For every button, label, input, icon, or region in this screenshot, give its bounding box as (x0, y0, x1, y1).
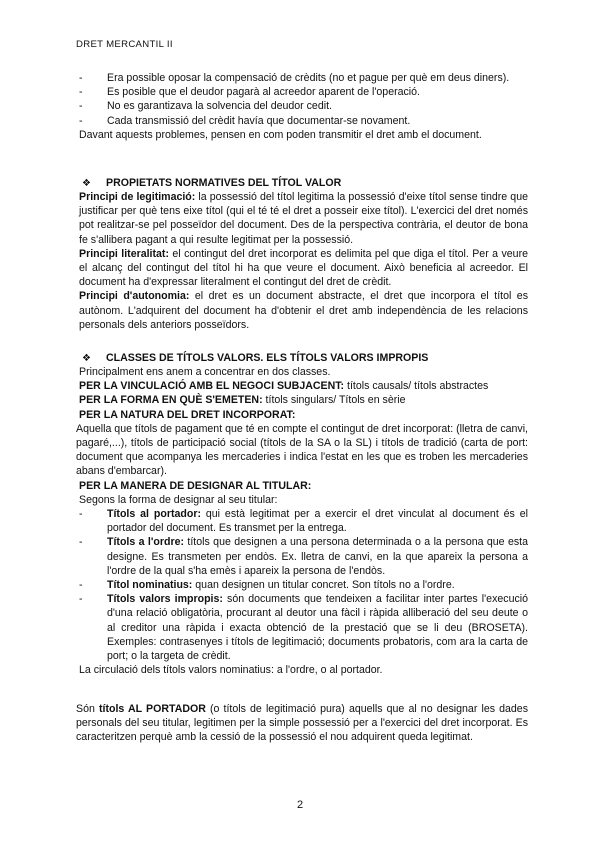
class-natura-text: Aquella que títols de pagament que té en compte el contingut de dret incorporat: (lletra de canvi, pagaré,...), títols de participació social (títols de la SA o la SL) i títols de tradició (carta de port: document que acompanya les mercaderies i indica l'estat en les que es troben les mercaderies abans d'embarcar). (76, 422, 528, 478)
principle-autonomy (76, 289, 528, 332)
principle-text: el dret es un document abstracte, el dret que incorpora el títol es autònom. L'adquirent del document ha d'obtenir el dret amb independència de les relacions personals dels anteriors posseïdors. (79, 290, 528, 331)
diamond-bullet-icon: ❖ (82, 178, 91, 189)
class-label: PER LA MANERA DE DESIGNAR AL TITULAR: (79, 479, 312, 492)
class-label: PER LA VINCULACIÓ AMB EL NEGOCI SUBJACENT: (79, 380, 345, 393)
list-item-label: Títols al portador: (107, 508, 201, 521)
principle-label: Principi de legitimació: (79, 191, 196, 203)
section-properties-body (76, 190, 528, 332)
list-item: - Cada transmissió del crèdit havía que documentar-se novament. (79, 114, 411, 127)
list-item: - Títols al portador: qui està legitimat per a exercir el dret vinculat al document és el portador del document. Es transmet per la entrega. (79, 508, 529, 535)
classes-intro: Principalment ens anem a concentrar en dos classes. (79, 366, 331, 378)
list-item: - Era possible oposar la compensació de crèdits (no et pague per què em deus diners). (79, 72, 510, 84)
list-item-label: Títols valors impropis: (107, 593, 223, 606)
intro-list-block (76, 71, 528, 142)
list-item-text: No es garantizava la solvencia del deudor cedit. (107, 100, 332, 113)
final-paragraph (76, 702, 528, 745)
principle-label: Principi d'autonomia: (79, 290, 190, 303)
class-vinculacio (76, 379, 528, 393)
list-item: - Es posible que el deudor pagarà al acreedor aparent de l'operació. (79, 86, 420, 99)
principle-label: Principi literalitat: (79, 247, 169, 260)
holder-types-list (76, 507, 528, 663)
diamond-bullet-icon: ❖ (82, 353, 91, 364)
list-item-text: Es posible que el deudor pagarà al acreedor aparent de l'operació. (107, 86, 420, 99)
class-label: PER LA FORMA EN QUÈ S'EMETEN: (79, 394, 263, 407)
list-item-text: són documents que tendeixen a facilitar inter partes l'execució d'una relació obligatòria, procurant al deutor una fàcil i ràpida alliberació del seu deute o al creditor una ràpida i exacta obtenció de la prestació que se li deu (BROSETA). Exemples: contrasenyes i títols de legitimació; documents probatoris, com ara la carta de port; o la targeta de crèdit. (107, 593, 528, 663)
class-text: títols singulars/ Títols en sèrie (262, 394, 406, 407)
page-number: 2 (296, 799, 304, 811)
class-manera-intro: Segons la forma de designar al seu titular: (79, 493, 278, 506)
list-item: - Títols valors impropis: són documents que tendeixen a facilitar inter partes l'execució d'una relació obligatòria, procurant al deutor una fàcil i ràpida alliberació del seu deute o al creditor una ràpida i exacta obtenció de la prestació que se li deu (BROSETA). Exemples: contrasenyes i títols de legitimació; documents probatoris, com ara la carta de port; o la targeta de crèdit. (79, 593, 528, 663)
section-title: CLASSES DE TÍTOLS VALORS. ELS TÍTOLS VALORS IMPROPIS (106, 352, 429, 364)
list-item-label: Títols a l'ordre: (107, 536, 185, 549)
principle-legitimation (76, 190, 528, 247)
list-item: - No es garantizava la solvencia del deudor cedit. (79, 100, 332, 113)
principle-literality (76, 247, 528, 290)
classes-closing: La circulació dels títols valors nominatius: a l'ordre, o al portador. (79, 664, 383, 677)
list-item-text: quan designen un titular concret. Son títols no a l'ordre. (192, 579, 455, 592)
list-item-text: Cada transmissió del crèdit havía que documentar-se novament. (107, 114, 411, 127)
class-natura-label (76, 408, 528, 422)
list-item-text: qui està legitimat per a exercir el dret vinculat al document és el portador del document. Es transmet per la entrega. (107, 508, 529, 535)
list-item: - Títols a l'ordre: títols que designen a una persona determinada o a la persona que esta designe. Es transmeten per endòs. Ex. lletra de canvi, en la que apareix la persona a l'ordre de la qual s'ha emès i apareix la persona de l'endòs. (79, 536, 528, 577)
section-classes-body (76, 365, 528, 677)
intro-dash-list (76, 71, 528, 128)
section-title: PROPIETATS NORMATIVES DEL TÍTOL VALOR (106, 177, 342, 189)
class-manera-label (76, 479, 528, 493)
list-item-text: Era possible oposar la compensació de crèdits (no et pague per què em deus diners). (107, 72, 510, 84)
intro-closing: Davant aquests problemes, pensen en com poden transmitir el dret amb el document. (79, 128, 482, 141)
list-item-label: Títol nominatius: (107, 579, 193, 592)
final-label: títols AL PORTADOR (98, 703, 206, 715)
list-item: - Títol nominatius: quan designen un titular concret. Son títols no a l'ordre. (79, 579, 455, 592)
principle-text: la possessió del títol legitima la possessió d'eixe títol sense tindre que justificar per què tens eixe títol (qui el té té el dret a posseir eixe títol). L'exercici del dret només pot realitzar-se pel posseïdor del document. Des de la perspectiva contrària, el deutor de bona fe s'allibera pagant a qui resulte legitimat per la possessió. (79, 191, 528, 246)
final-text: (o títols de legitimació pura) aquells que al no designar les dades personals del seu titular, legitimen per la simple possessió per a l'exercici del dret incorporat. Es caracteritzen perquè amb la cessió de la possessió el nou adquirent queda legitimat. (76, 703, 528, 744)
final-pre: Són (76, 703, 99, 715)
class-forma (76, 393, 528, 407)
list-item-text: títols que designen a una persona determinada o a la persona que esta designe. Es transmeten per endòs. Ex. lletra de canvi, en la que apareix la persona a l'ordre de la qual s'ha emès i apareix la persona de l'endòs. (107, 536, 528, 577)
principle-text: el contingut del dret incorporat es delimita pel que diga el títol. Per a veure el alcanç del contingut del títol hi ha que veure el document. Això beneficia al acreedor. El document ha d'expressar literalment el contingut del dret de crèdit. (79, 247, 528, 289)
class-text: títols causals/ títols abstractes (344, 380, 489, 393)
section-classes-heading (76, 351, 528, 366)
running-header: DRET MERCANTIL II (76, 39, 173, 50)
section-properties-heading (76, 176, 528, 191)
class-label: PER LA NATURA DEL DRET INCORPORAT: (79, 408, 296, 421)
